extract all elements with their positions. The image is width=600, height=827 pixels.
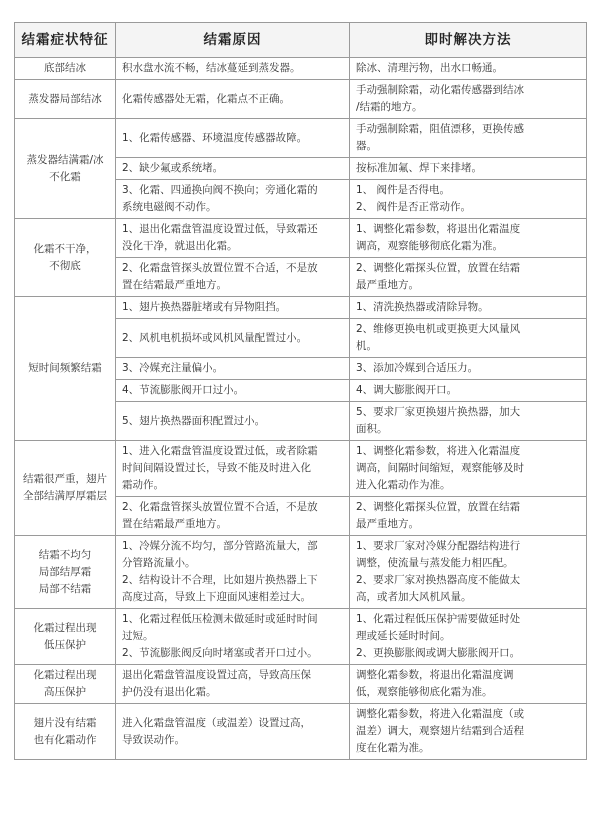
fix-text: 1、 阀件是否得电。	[356, 184, 451, 196]
fix-text: 4、调大膨胀阀开口。	[356, 384, 458, 396]
fix-text: 2、维修更换电机或更换更大风量风	[356, 323, 521, 335]
symptom-cell	[15, 58, 116, 80]
fix-text: 温差）调大，观察翅片结霜到合适程	[356, 725, 524, 737]
fix-text: 按标准加氟、焊下来排堵。	[356, 162, 482, 174]
cause-cell	[116, 258, 350, 297]
cause-cell	[116, 536, 350, 609]
fix-text: 手动强制除霜，阻值漂移，更换传感	[356, 123, 524, 135]
symptom-cell	[15, 297, 116, 441]
symptom-text: 也有化霜动作	[33, 733, 97, 746]
cause-cell	[116, 180, 350, 219]
cause-text: 系统电磁阀不动作。	[122, 201, 217, 213]
fix-text: 1、调整化霜参数，将进入化霜温度	[356, 445, 521, 457]
symptom-text: 蒸发器局部结冰	[28, 92, 102, 105]
fix-text: 5、要求厂家更换翅片换热器，加大	[356, 406, 521, 418]
cause-text: 高度过高，导致上下迎面风速相差过大。	[122, 591, 311, 603]
fix-text: 2、更换膨胀阀或调大膨胀阀开口。	[356, 647, 521, 659]
fix-text: /结霜的地方。	[356, 101, 423, 113]
fix-cell	[350, 704, 587, 760]
cause-text: 1、退出化霜盘管温度设置过低，导致霜还	[122, 223, 318, 235]
symptom-text: 底部结冰	[44, 62, 86, 74]
fix-text: 最严重地方。	[356, 279, 419, 291]
fix-cell	[350, 180, 587, 219]
fix-text: 调整，使流量与蒸发能力相匹配。	[356, 557, 514, 569]
cause-cell	[116, 219, 350, 258]
cause-text: 化霜传感器处无霜，化霜点不正确。	[122, 92, 290, 105]
fix-text: 最严重地方。	[356, 518, 419, 530]
cause-text: 4、节流膨胀阀开口过小。	[122, 384, 245, 396]
cause-cell	[116, 158, 350, 180]
fix-cell	[350, 497, 587, 536]
symptom-cell	[15, 536, 116, 609]
fix-text: 1、清洗换热器或清除异物。	[356, 301, 489, 313]
symptom-cell	[15, 665, 116, 704]
fix-text: 2、调整化霜探头位置，放置在结霜	[356, 262, 521, 274]
header-row	[15, 23, 587, 58]
fix-text: 调高，观察能够彻底化霜为准。	[356, 240, 503, 252]
fix-cell	[350, 536, 587, 609]
symptom-text: 化霜不干净，	[33, 242, 97, 255]
header-symptom: 结霜症状特征	[15, 23, 116, 58]
symptom-text: 结霜不均匀	[38, 548, 92, 561]
cause-text: 没化干净，就退出化霜。	[122, 240, 238, 252]
cause-text: 分管路流量小。	[122, 557, 196, 569]
symptom-cell	[15, 219, 116, 297]
cause-text: 1、翅片换热器脏堵或有异物阻挡。	[122, 301, 287, 313]
fix-text: 面积。	[356, 423, 388, 435]
symptom-cell	[15, 441, 116, 536]
fix-text: 调整化霜参数，将退出化霜温度调	[356, 669, 514, 681]
cause-text: 2、结构设计不合理，比如翅片换热器上下	[122, 574, 318, 586]
symptom-text: 不化霜	[49, 170, 81, 183]
cause-text: 2、风机电机损坏或风机风量配置过小。	[122, 331, 308, 344]
table-row	[15, 441, 587, 497]
cause-text: 置在结霜最严重地方。	[122, 279, 227, 291]
fix-text: 进入化霜动作为准。	[356, 479, 451, 491]
cause-cell	[116, 704, 350, 760]
symptom-text: 化霜过程出现	[33, 669, 97, 681]
cause-text: 进入化霜盘管温度（或温差）设置过高，	[122, 716, 311, 729]
cause-text: 1、化霜过程低压检测未做延时或延时时间	[122, 613, 318, 625]
cause-cell	[116, 497, 350, 536]
symptom-cell	[15, 609, 116, 665]
cause-cell	[116, 80, 350, 119]
fix-text: 高，或者加大风机风量。	[356, 591, 472, 603]
cause-cell	[116, 119, 350, 158]
symptom-text: 低压保护	[44, 638, 86, 651]
symptom-cell	[15, 80, 116, 119]
fix-cell	[350, 297, 587, 319]
fix-cell	[350, 609, 587, 665]
fix-text: 2、 阀件是否正常动作。	[356, 201, 472, 213]
table-row	[15, 80, 587, 119]
fix-text: 1、化霜过程低压保护需要做延时处	[356, 613, 521, 625]
cause-text: 积水盘水流不畅，结冰蔓延到蒸发器。	[122, 62, 301, 74]
fix-cell	[350, 58, 587, 80]
symptom-text: 不彻底	[49, 259, 81, 272]
fix-text: 机。	[356, 340, 377, 352]
cause-text: 霜动作。	[122, 479, 164, 491]
fix-text: 理或延长延时时间。	[356, 630, 451, 642]
fix-cell	[350, 441, 587, 497]
symptom-text: 局部不结霜	[38, 582, 92, 595]
fix-cell	[350, 80, 587, 119]
cause-cell	[116, 380, 350, 402]
cause-cell	[116, 319, 350, 358]
symptom-text: 翅片没有结霜	[33, 716, 97, 729]
table-row	[15, 609, 587, 665]
header-cause: 结霜原因	[116, 23, 350, 58]
fix-cell	[350, 258, 587, 297]
cause-text: 1、冷媒分流不均匀，部分管路流量大，部	[122, 540, 318, 552]
fix-cell	[350, 358, 587, 380]
fix-text: 度在化霜为准。	[356, 742, 430, 754]
fix-text: 低，观察能够彻底化霜为准。	[356, 686, 493, 698]
table-row	[15, 665, 587, 704]
fix-text: 手动强制除霜，动化霜传感器到结冰	[356, 84, 524, 96]
cause-text: 护仍没有退出化霜。	[122, 686, 217, 698]
symptom-text: 高压保护	[44, 686, 86, 698]
cause-text: 过短。	[122, 630, 154, 642]
fix-text: 2、要求厂家对换热器高度不能做太	[356, 574, 521, 586]
cause-cell	[116, 58, 350, 80]
symptom-cell	[15, 119, 116, 219]
fix-cell	[350, 219, 587, 258]
cause-cell	[116, 609, 350, 665]
symptom-text: 短时间频繁结霜	[28, 362, 102, 374]
cause-text: 2、缺少氟或系统堵。	[122, 162, 224, 174]
symptom-text: 局部结厚霜	[38, 565, 92, 578]
table-row	[15, 58, 587, 80]
table-row	[15, 536, 587, 609]
cause-text: 2、化霜盘管探头放置位置不合适，不是放	[122, 262, 318, 274]
header-fix: 即时解决方法	[350, 23, 587, 58]
table-row	[15, 119, 587, 158]
cause-cell	[116, 402, 350, 441]
cause-text: 导致误动作。	[122, 733, 185, 746]
cause-cell	[116, 665, 350, 704]
cause-text: 3、冷媒充注量偏小。	[122, 362, 224, 374]
table-row	[15, 297, 587, 319]
cause-cell	[116, 358, 350, 380]
fix-text: 1、要求厂家对冷媒分配器结构进行	[356, 540, 521, 552]
fix-cell	[350, 119, 587, 158]
fix-cell	[350, 665, 587, 704]
frost-troubleshooting-table	[14, 22, 587, 760]
fix-cell	[350, 319, 587, 358]
table-row	[15, 219, 587, 258]
table-row	[15, 704, 587, 760]
symptom-text: 结霜很严重，翅片	[23, 473, 107, 485]
cause-text: 5、翅片换热器面积配置过小。	[122, 414, 266, 427]
fix-cell	[350, 380, 587, 402]
fix-text: 除冰、清理污物，出水口畅通。	[356, 62, 503, 74]
cause-cell	[116, 297, 350, 319]
cause-text: 3、化霜、四通换向阀不换向；旁通化霜的	[122, 184, 318, 196]
cause-text: 退出化霜盘管温度设置过高，导致高压保	[122, 669, 311, 681]
cause-cell	[116, 441, 350, 497]
fix-text: 器。	[356, 140, 377, 152]
fix-text: 2、调整化霜探头位置，放置在结霜	[356, 501, 521, 513]
symptom-text: 全部结满厚厚霜层	[23, 490, 107, 502]
cause-text: 2、节流膨胀阀反向时堵塞或者开口过小。	[122, 647, 318, 659]
symptom-text: 蒸发器结满霜/冰	[26, 153, 104, 166]
fix-cell	[350, 402, 587, 441]
fix-text: 调高，间隔时间缩短，观察能够及时	[356, 462, 524, 474]
fix-text: 调整化霜参数，将进入化霜温度（或	[356, 708, 524, 720]
fix-text: 1、调整化霜参数，将退出化霜温度	[356, 223, 521, 235]
cause-text: 1、化霜传感器、环境温度传感器故障。	[122, 131, 308, 144]
cause-text: 时间间隔设置过长，导致不能及时进入化	[122, 462, 311, 474]
symptom-cell	[15, 704, 116, 760]
fix-cell	[350, 158, 587, 180]
symptom-text: 化霜过程出现	[33, 621, 97, 634]
cause-text: 1、进入化霜盘管温度设置过低，或者除霜	[122, 445, 318, 457]
fix-text: 3、添加冷媒到合适压力。	[356, 362, 479, 374]
cause-text: 置在结霜最严重地方。	[122, 518, 227, 530]
cause-text: 2、化霜盘管探头放置位置不合适，不是放	[122, 501, 318, 513]
table-body	[15, 58, 587, 760]
